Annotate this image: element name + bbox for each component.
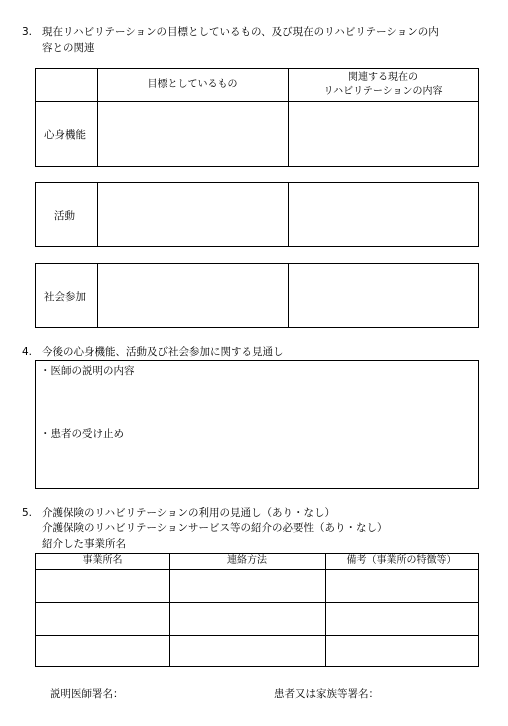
section5-line3: 紹介した事業所名 — [42, 538, 126, 550]
goals-table-participation — [35, 263, 479, 328]
divider — [36, 635, 478, 636]
patient-signature-label: 患者又は家族等署名： — [274, 688, 379, 700]
divider — [97, 183, 98, 246]
divider — [288, 183, 289, 246]
col-header-related-2: リハビリテーションの内容 — [323, 86, 443, 97]
divider — [97, 264, 98, 327]
divider — [325, 554, 326, 666]
goals-table-mental — [35, 68, 479, 167]
row-label-social-participation: 社会参加 — [44, 291, 86, 303]
patient-acceptance-label: ・患者の受け止め — [40, 428, 124, 440]
divider — [36, 101, 478, 102]
divider — [36, 569, 478, 570]
section4-number: 4. — [22, 346, 33, 358]
section5-number: 5. — [22, 507, 33, 519]
doctor-explanation-label: ・医師の説明の内容 — [40, 365, 135, 377]
outlook-box — [35, 360, 479, 489]
section4-title: 今後の心身機能、活動及び社会参加に関する見通し — [42, 346, 284, 358]
col-header-related-1: 関連する現在の — [348, 72, 418, 83]
section3-number: 3. — [22, 26, 33, 38]
divider — [169, 554, 170, 666]
col-header-facility-name: 事業所名 — [82, 555, 123, 566]
row-label-mental-physical: 心身機能 — [44, 129, 86, 141]
section3-title-line1: 現在リハビリテーションの目標としているもの、及び現在のリハビリテーションの内 — [42, 26, 439, 38]
divider — [288, 264, 289, 327]
row-label-activity: 活動 — [54, 210, 75, 222]
col-header-remarks: 備考（事業所の特徴等） — [346, 555, 457, 566]
section5-line1: 介護保険のリハビリテーションの利用の見通し（あり・なし） — [42, 507, 336, 519]
section5-line2: 介護保険のリハビリテーションサービス等の紹介の必要性（あり・なし） — [42, 522, 388, 534]
facility-table — [35, 553, 479, 667]
col-header-goal: 目標としているもの — [147, 79, 238, 90]
divider — [36, 602, 478, 603]
doctor-signature-label: 説明医師署名： — [50, 688, 124, 700]
section3-title-line2: 容との関連 — [42, 42, 95, 54]
col-header-contact-method: 連絡方法 — [227, 555, 267, 566]
goals-table-activity — [35, 182, 479, 247]
